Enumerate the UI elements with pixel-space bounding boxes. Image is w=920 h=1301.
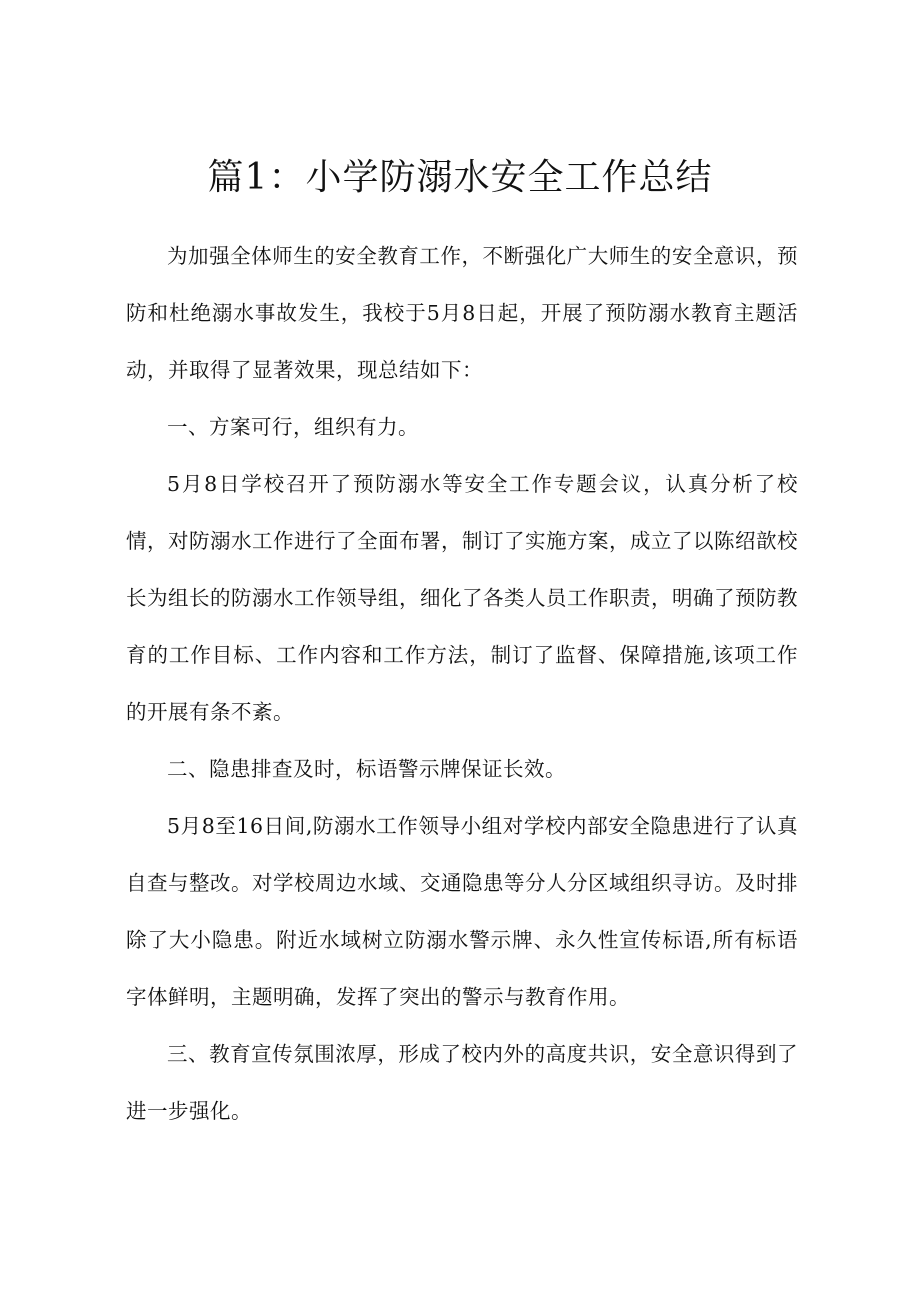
paragraph-intro: 为加强全体师生的安全教育工作，不断强化广大师生的安全意识，预防和杜绝溺水事故发生，我校于5月8日起，开展了预防溺水教育主题活动，并取得了显著效果，现总结如下： bbox=[126, 244, 798, 382]
paragraph-section-2: 5月8至16日间,防溺水工作领导小组对学校内部安全隐患进行了认真自查与整改。对学校周边水域、交通隐患等分人分区域组织寻访。及时排除了大小隐患。附近水域树立防溺水警示牌、永久性宣传标语,所有标语字体鲜明，主题明确，发挥了突出的警示与教育作用。 bbox=[126, 814, 798, 1009]
section-heading-2: 二、隐患排查及时，标语警示牌保证长效。 bbox=[167, 757, 566, 781]
document-body bbox=[126, 228, 798, 1140]
section-heading-3: 三、教育宣传氛围浓厚，形成了校内外的高度共识，安全意识得到了进一步强化。 bbox=[126, 1042, 798, 1123]
document-title: 篇1：小学防溺水安全工作总结 bbox=[207, 157, 713, 198]
section-heading-1: 一、方案可行，组织有力。 bbox=[167, 415, 419, 439]
paragraph-section-1: 5月8日学校召开了预防溺水等安全工作专题会议，认真分析了校情，对防溺水工作进行了全面布署，制订了实施方案，成立了以陈绍歆校长为组长的防溺水工作领导组，细化了各类人员工作职责，明确了预防教育的工作目标、工作内容和工作方法，制订了监督、保障措施,该项工作的开展有条不紊。 bbox=[126, 472, 798, 724]
